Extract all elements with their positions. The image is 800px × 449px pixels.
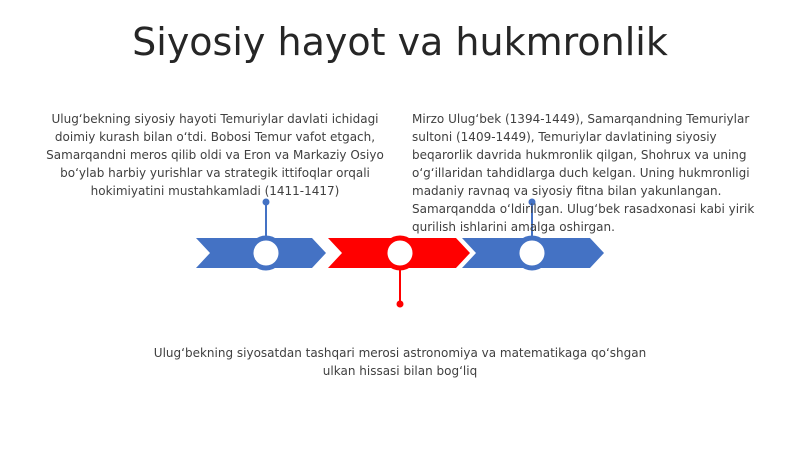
milestone-text-1: Ulug‘bekning siyosiy hayoti Temuriylar davlati ichidagi doimiy kurash bilan o‘tdi. Bobosi Temur vafot etgach, Samarqandni meros qilib oldi va Eron va Markaziy Osiyo bo‘ylab harbiy yurishlar va strategik ittifoqlar orqali hokimiyatini mustahkamladi (1411-1417) [46,112,384,198]
milestone-text-2: Ulug‘bekning siyosatdan tashqari merosi astronomiya va matematikaga qo‘shgan ulkan hissasi bilan bog‘liq [153,346,647,378]
slide-title: Siyosiy hayot va hukmronlik [132,20,668,64]
connector-dot-2 [397,301,404,308]
milestone-marker-2 [385,238,415,268]
milestone-marker-1 [251,238,281,268]
milestone-text-3: Mirzo Ulug‘bek (1394-1449), Samarqandning Temuriylar sultoni (1409-1449), Temuriylar davlatining siyosiy beqarorlik davrida hukmronlik qilgan, Shohrux va uning o‘g‘illaridan tahdidlarga duch kelgan. Uning hukmronligi madaniy ravnaq va siyosiy fitna bilan yakunlangan. Samarqandda o‘ldirilgan. Ulug‘bek rasadxonasi kabi yirik qurilish ishlarini amalga oshirgan. [412,112,755,234]
milestone-marker-3 [517,238,547,268]
